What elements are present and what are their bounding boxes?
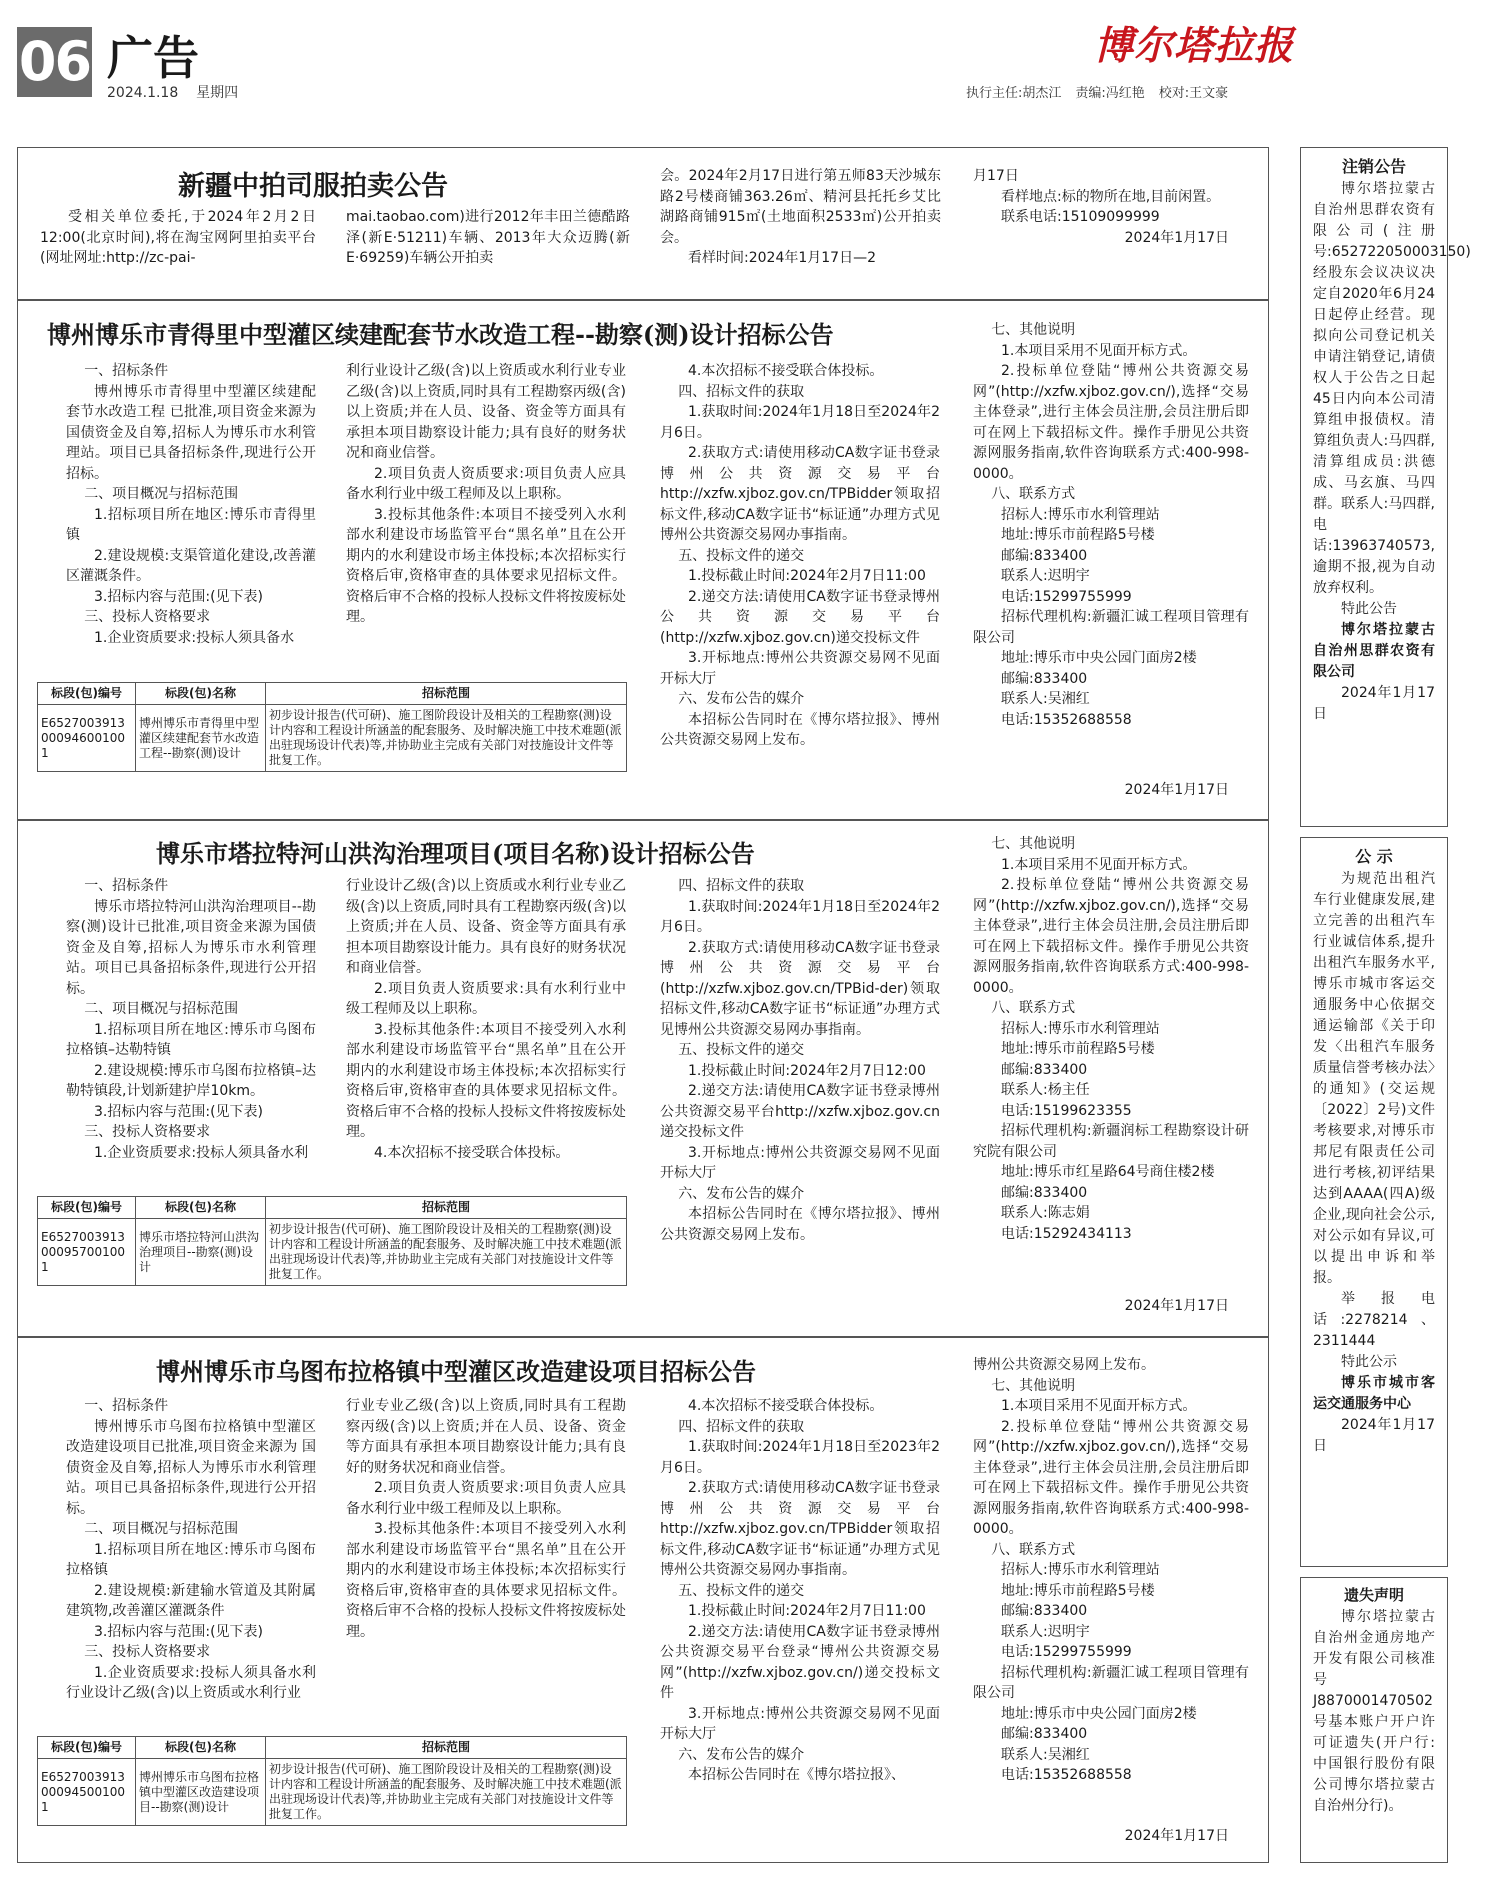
public-notice-body <box>1301 869 1447 1457</box>
paragraph: 2.递交方法:请使用CA数字证书登录博州公共资源交易平台(http://xzfw.xjboz.gov.cn)递交投标文件 <box>660 588 940 646</box>
tender3-table <box>37 1736 627 1826</box>
paragraph: 地址:博乐市红星路64号商住楼2楼 <box>1001 1164 1215 1180</box>
auction-text: 会。2024年2月17日进行第五师83天沙城东路2号楼商铺363.26㎡、精河县托托乡艾比湖路商铺915㎡(土地面积2533㎡)公开拍卖会。 <box>660 168 941 246</box>
paragraph: 1.投标截止时间:2024年2月7日12:00 <box>688 1062 926 1079</box>
tender2-col1 <box>66 876 316 1178</box>
paragraph: 3.投标其他条件:本项目不接受列入水利部水利建设市场监管平台“黑名单”且在公开期内的水利建设市场主体投标;本次招标实行资格后审,资格审查的具体要求见招标文件。资格后审不合格的投标人投标文件将按废标处理。 <box>346 1021 626 1140</box>
cancellation-text: 博尔塔拉蒙古自治州思群农资有限公司(注册号:652722050003150)经股东会议决议决定自2020年6月24日起停止经营。现拟向公司登记机关申请注销登记,请债权人于公告之日起45日内向本公司清算组申报债权。清算组负责人:马四群,清算组成员:洪德成、马玄旗、马四群。联系人:马四群,电话:13963740573,逾期不报,视为自动放弃权利。 <box>1313 181 1471 596</box>
paragraph: 本招标公告同时在《博尔塔拉报》、 <box>688 1767 905 1783</box>
tender1-col4 <box>973 320 1249 791</box>
th-scope: 招标范围 <box>266 683 627 705</box>
paragraph: 四、招标文件的获取 <box>678 1418 805 1435</box>
tender3-date: 2024年1月17日 <box>1124 1828 1229 1844</box>
paragraph: 一、招标条件 <box>84 878 169 894</box>
table-header-row <box>38 1737 627 1759</box>
td-name: 博州博乐市青得里中型灌区续建配套节水改造工程--勘察(测)设计 <box>136 705 266 772</box>
paragraph: 电话:15352688558 <box>1001 1767 1132 1783</box>
auction-col4 <box>973 166 1249 278</box>
tender1-date-wrap <box>973 780 1249 802</box>
paragraph: 五、投标文件的递交 <box>678 1042 805 1058</box>
paragraph: 联系人:迟明宇 <box>1001 568 1090 584</box>
paragraph: 三、投标人资格要求 <box>84 1644 211 1660</box>
th-scope: 招标范围 <box>266 1197 627 1219</box>
th-code: 标段(包)编号 <box>38 1197 136 1219</box>
th-name: 标段(包)名称 <box>136 1737 266 1759</box>
paragraph: 2.投标单位登陆“博州公共资源交易网”(http://xzfw.xjboz.gov.cn/),选择“交易主体登录”,进行主体会员注册,会员注册后即可在网上下载招标文件。操作手册见公共资源网服务指南,软件咨询联系方式:400-998-0000。 <box>973 1418 1249 1537</box>
paragraph: 一、招标条件 <box>84 1398 169 1414</box>
table-header-row <box>38 683 627 705</box>
loss-statement <box>1300 1577 1448 1863</box>
auction-text: 受相关单位委托,于2024年2月2日12:00(北京时间),将在淘宝网阿里拍卖平台(网址网址:http://zc-pai- <box>40 209 316 266</box>
tender1-date: 2024年1月17日 <box>1124 782 1229 798</box>
paragraph: 行业设计乙级(含)以上资质或水利行业专业乙级(含)以上资质,同时具有工程勘察丙级(含)以上资质;并在人员、设备、资金等方面具有承担本项目勘察设计能力。具有良好的财务状况和商业信誉。 <box>346 878 626 976</box>
cancellation-title: 注销公告 <box>1341 157 1406 176</box>
paragraph: 1.投标截止时间:2024年2月7日11:00 <box>688 568 926 584</box>
cancellation-date: 2024年1月17日 <box>1313 685 1435 722</box>
paragraph: 电话:15299755999 <box>1001 588 1132 605</box>
th-code: 标段(包)编号 <box>38 1737 136 1759</box>
tender1-col3 <box>660 361 940 791</box>
td-name: 博乐市塔拉特河山洪沟治理项目--勘察(测)设计 <box>136 1219 266 1286</box>
td-name: 博州博乐市乌图布拉格镇中型灌区改造建设项目--勘察(测)设计 <box>136 1759 266 1826</box>
paragraph: 五、投标文件的递交 <box>678 547 805 564</box>
paragraph: 3.投标其他条件:本项目不接受列入水利部水利建设市场监管平台“黑名单”且在公开期内的水利建设市场主体投标;本次招标实行资格后审,资格审查的具体要求见招标文件。资格后审不合格的投标人投标文件将按废标处理。 <box>346 506 626 625</box>
paragraph: 3.投标其他条件:本项目不接受列入水利部水利建设市场监管平台“黑名单”且在公开期内的水利建设市场主体投标;本次招标实行资格后审,资格审查的具体要求见招标文件。资格后审不合格的投标人投标文件将按废标处理。 <box>346 1521 626 1640</box>
tender1-table <box>37 682 627 772</box>
public-notice <box>1300 837 1448 1567</box>
td-scope: 初步设计报告(代可研)、施工图阶段设计及相关的工程勘察(测)设计内容和工程设计所涵盖的配套服务、及时解决施工中技术难题(派出驻现场设计代表)等,并协助业主完成有关部门对技施设计文件等批复工作。 <box>266 1219 627 1286</box>
paragraph: 八、联系方式 <box>991 1000 1076 1016</box>
tender1-col2 <box>346 361 626 663</box>
th-code: 标段(包)编号 <box>38 683 136 705</box>
paragraph: 七、其他说明 <box>991 836 1076 852</box>
paragraph: 2.建设规模:博乐市乌图布拉格镇–达勒特镇段,计划新建护岸10km。 <box>66 1062 316 1099</box>
paragraph: 1.企业资质要求:投标人须具备水利行业设计乙级(含)以上资质或水利行业 <box>66 1664 316 1700</box>
auction-text: 看样时间:2024年1月17日—2 <box>688 250 876 266</box>
paragraph: 三、投标人资格要求 <box>84 1124 211 1140</box>
cancellation-notice <box>1300 147 1471 827</box>
paragraph: 2.获取方式:请使用移动CA数字证书登录博州公共资源交易平台http://xzfw.xjboz.gov.cn/TPBidder领取招标文件,移动CA数字证书“标证通”办理方式见博州公共资源交易网办事指南。 <box>660 445 940 543</box>
paragraph: 1.招标项目所在地区:博乐市乌图布拉格镇–达勒特镇 <box>66 1021 316 1058</box>
paragraph: 联系人:吴湘红 <box>1001 1746 1090 1763</box>
paragraph: 电话:15199623355 <box>1001 1102 1132 1119</box>
cancellation-body <box>1301 179 1471 725</box>
paragraph: 2.投标单位登陆“博州公共资源交易网”(http://xzfw.xjboz.gov.cn/),选择“交易主体登录”,进行主体会员注册,会员注册后即可在网上下载招标文件。操作手册见公共资源网服务指南,软件咨询联系方式:400-998-0000。 <box>973 877 1249 996</box>
paragraph: 2.投标单位登陆“博州公共资源交易网”(http://xzfw.xjboz.gov.cn/),选择“交易主体登录”,进行主体会员注册,会员注册后即可在网上下载招标文件。操作手册见公共资源网服务指南,软件咨询联系方式:400-998-0000。 <box>973 363 1249 482</box>
auction-col3 <box>660 166 941 278</box>
paragraph: 行业专业乙级(含)以上资质,同时具有工程勘察丙级(含)以上资质;并在人员、设备、资金等方面具有承担本项目勘察设计能力;具有良好的财务状况和商业信誉。 <box>346 1398 626 1476</box>
paragraph: 四、招标文件的获取 <box>678 878 805 894</box>
paragraph: 4.本次招标不接受联合体投标。 <box>374 1144 570 1161</box>
paragraph: 2.递交方法:请使用CA数字证书登录博州公共资源交易平台http://xzfw.xjboz.gov.cn递交投标文件 <box>660 1083 940 1140</box>
paragraph: 地址:博乐市前程路5号楼 <box>1001 1582 1155 1599</box>
paragraph: 招标代理机构:新疆润标工程勘察设计研究院有限公司 <box>973 1123 1249 1160</box>
paragraph: 博乐市塔拉特河山洪沟治理项目--勘察(测)设计已批准,项目资金来源为国债资金及自筹,招标人为博乐市水利管理站。项目已具备招标条件,现进行公开招标。 <box>66 898 316 997</box>
loss-text: 博尔塔拉蒙古自治州金通房地产开发有限公司核准号J8870001470502号基本账户开户许可证遗失(开户行:中国银行股份有限公司博尔塔拉蒙古自治州分行)。 <box>1313 1609 1435 1814</box>
paragraph: 八、联系方式 <box>991 486 1076 502</box>
paragraph: 二、项目概况与招标范围 <box>84 1001 239 1017</box>
paragraph: 博州博乐市乌图布拉格镇中型灌区改造建设项目已批准,项目资金来源为 国债资金及自筹,招标人为博乐市水利管理站。项目已具备招标条件,现进行公开招标。 <box>66 1418 316 1517</box>
auction-col2 <box>346 207 630 297</box>
issue-date <box>107 82 238 102</box>
paragraph: 六、发布公告的媒介 <box>678 691 805 707</box>
paragraph: 联系人:迟明宇 <box>1001 1623 1090 1640</box>
paragraph: 1.本项目采用不见面开标方式。 <box>1001 1398 1197 1414</box>
auction-text: 看样地点:标的物所在地,目前闲置。 <box>1001 188 1221 205</box>
chief-editor: 执行主任:胡杰江 <box>966 86 1062 101</box>
tender2-date-wrap <box>973 1296 1249 1318</box>
paragraph: 五、投标文件的递交 <box>678 1582 805 1599</box>
paragraph: 八、联系方式 <box>991 1541 1076 1558</box>
td-scope: 初步设计报告(代可研)、施工图阶段设计及相关的工程勘察(测)设计内容和工程设计所涵盖的配套服务、及时解决施工中技术难题(派出驻现场设计代表)等,并协助业主完成有关部门对技施设计文件等批复工作。 <box>266 1759 627 1826</box>
paragraph: 2.项目负责人资质要求:具有水利行业中级工程师及以上职称。 <box>346 980 626 1017</box>
paragraph: 1.获取时间:2024年1月18日至2024年2月6日。 <box>660 898 940 935</box>
tender2-title: 博乐市塔拉特河山洪沟治理项目(项目名称)设计招标公告 <box>156 839 755 868</box>
public-notice-title: 公 示 <box>1355 847 1393 866</box>
paragraph: 招标代理机构:新疆汇诚工程项目管理有限公司 <box>973 1664 1249 1701</box>
paragraph: 1.招标项目所在地区:博乐市青得里镇 <box>66 506 316 543</box>
paragraph: 邮编:833400 <box>1001 670 1088 687</box>
paragraph: 1.企业资质要求:投标人须具备水利 <box>94 1144 309 1161</box>
th-name: 标段(包)名称 <box>136 683 266 705</box>
public-notice-sign: 特此公示 <box>1341 1354 1397 1370</box>
paragraph: 3.开标地点:博州公共资源交易网不见面开标大厅 <box>660 1144 940 1181</box>
paragraph: 二、项目概况与招标范围 <box>84 486 239 502</box>
td-code: E6527003913000945001001 <box>38 1759 136 1826</box>
tender2-col2 <box>346 876 626 1178</box>
th-name: 标段(包)名称 <box>136 1197 266 1219</box>
tender3-title: 博州博乐市乌图布拉格镇中型灌区改造建设项目招标公告 <box>156 1357 756 1386</box>
paragraph: 1.招标项目所在地区:博乐市乌图布拉格镇 <box>66 1541 316 1578</box>
tender1-title: 博州博乐市青得里中型灌区续建配套节水改造工程--勘察(测)设计招标公告 <box>47 320 834 349</box>
table-row <box>38 705 627 772</box>
tender3-col2 <box>346 1396 626 1700</box>
tender3-col3 <box>660 1396 940 1846</box>
paragraph: 2.项目负责人资质要求:项目负责人应具备水利行业中级工程师及以上职称。 <box>346 1480 626 1517</box>
paragraph: 地址:博乐市前程路5号楼 <box>1001 527 1155 543</box>
paragraph: 1.获取时间:2024年1月18日至2023年2月6日。 <box>660 1439 940 1476</box>
paragraph: 2.建设规模:新建输水管道及其附属建筑物,改善灌区灌溉条件 <box>66 1582 316 1619</box>
paragraph: 1.企业资质要求:投标人须具备水 <box>94 629 295 646</box>
public-notice-date: 2024年1月17日 <box>1313 1417 1435 1454</box>
table-row <box>38 1219 627 1286</box>
paragraph: 2.获取方式:请使用移动CA数字证书登录博州公共资源交易平台http://xzfw.xjboz.gov.cn/TPBidder领取招标文件,移动CA数字证书“标证通”办理方式见博州公共资源交易网办事指南。 <box>660 1480 940 1578</box>
paragraph: 1.本项目采用不见面开标方式。 <box>1001 856 1197 873</box>
public-notice-org: 博乐市城市客运交通服务中心 <box>1313 1375 1435 1412</box>
auction-text: 月17日 <box>973 168 1019 184</box>
loss-title: 遗失声明 <box>1343 1586 1404 1604</box>
tender3-date-wrap <box>973 1826 1249 1848</box>
paragraph: 邮编:833400 <box>1001 1184 1088 1201</box>
weekday-text: 星期四 <box>196 85 239 101</box>
tender2-col4 <box>973 834 1249 1309</box>
paragraph: 联系人:吴湘红 <box>1001 691 1090 707</box>
duty-editor: 责编:冯红艳 <box>1075 86 1145 101</box>
auction-text: mai.taobao.com)进行2012年丰田兰德酷路泽(新E·51211)车辆、2013年大众迈腾(新E·69259)车辆公开拍卖 <box>346 209 630 266</box>
td-scope: 初步设计报告(代可研)、施工图阶段设计及相关的工程勘察(测)设计内容和工程设计所涵盖的配套服务、及时解决施工中技术难题(派出驻现场设计代表)等,并协助业主完成有关部门对技施设计文件等批复工作。 <box>266 705 627 772</box>
tender3-col1 <box>66 1396 316 1700</box>
paragraph: 2.递交方法:请使用CA数字证书登录博州公共资源交易平台登录“博州公共资源交易网”(http://xzfw.xjboz.gov.cn/)递交投标文件 <box>660 1623 940 1701</box>
paragraph: 地址:博乐市前程路5号楼 <box>1001 1041 1155 1057</box>
paragraph: 七、其他说明 <box>991 1377 1076 1394</box>
paragraph: 地址:博乐市中央公园门面房2楼 <box>1001 1705 1197 1722</box>
newspaper-logo: 博尔塔拉报 <box>1094 23 1295 69</box>
paragraph: 2.获取方式:请使用移动CA数字证书登录博州公共资源交易平台(http://xzfw.xjboz.gov.cn/TPBid-der)领取招标文件,移动CA数字证书“标证通”办理方式见博州公共资源交易网办事指南。 <box>660 939 940 1038</box>
paragraph: 邮编:833400 <box>1001 1603 1088 1619</box>
cancellation-company: 博尔塔拉蒙古自治州思群农资有限公司 <box>1313 622 1435 680</box>
paragraph: 联系人:陈志娟 <box>1001 1205 1090 1221</box>
paragraph: 电话:15292434113 <box>1001 1225 1132 1242</box>
paragraph: 2.项目负责人资质要求:项目负责人应具备水利行业中级工程师及以上职称。 <box>346 465 626 502</box>
paragraph: 3.招标内容与范围:(见下表) <box>94 588 263 605</box>
paragraph: 1.获取时间:2024年1月18日至2024年2月6日。 <box>660 404 940 441</box>
tender2-table <box>37 1196 627 1286</box>
tender2-col3 <box>660 876 940 1310</box>
page-number: 06 <box>17 27 92 97</box>
paragraph: 4.本次招标不接受联合体投标。 <box>688 1398 884 1414</box>
paragraph: 地址:博乐市中央公园门面房2楼 <box>1001 650 1197 666</box>
table-row <box>38 1759 627 1826</box>
paragraph: 3.开标地点:博州公共资源交易网不见面开标大厅 <box>660 1705 940 1742</box>
date-text: 2024.1.18 <box>107 85 179 101</box>
paragraph: 3.招标内容与范围:(见下表) <box>94 1103 263 1120</box>
paragraph: 招标人:博乐市水利管理站 <box>1001 1020 1160 1037</box>
paragraph: 利行业设计乙级(含)以上资质或水利行业专业乙级(含)以上资质,同时具有工程勘察丙级(含)以上资质;并在人员、设备、资金等方面具有承担本项目勘察设计能力;具有良好的财务状况和商业信誉。 <box>346 363 626 461</box>
paragraph: 2.建设规模:支渠管道化建设,改善灌区灌溉条件。 <box>66 547 316 584</box>
paragraph: 邮编:833400 <box>1001 1726 1088 1742</box>
paragraph: 四、招标文件的获取 <box>678 383 805 400</box>
paragraph: 三、投标人资格要求 <box>84 609 211 625</box>
auction-date: 2024年1月17日 <box>1124 229 1229 246</box>
paragraph: 1.投标截止时间:2024年2月7日11:00 <box>688 1603 926 1619</box>
paragraph: 邮编:833400 <box>1001 1061 1088 1078</box>
paragraph: 六、发布公告的媒介 <box>678 1185 805 1202</box>
td-code: E6527003913000957001001 <box>38 1219 136 1286</box>
th-scope: 招标范围 <box>266 1737 627 1759</box>
paragraph: 本招标公告同时在《博尔塔拉报》、博州公共资源交易网上发布。 <box>660 1206 940 1243</box>
paragraph: 七、其他说明 <box>991 322 1076 338</box>
paragraph: 六、发布公告的媒介 <box>678 1746 805 1763</box>
tender2-date: 2024年1月17日 <box>1124 1298 1229 1314</box>
paragraph: 一、招标条件 <box>84 363 169 379</box>
paragraph: 招标人:博乐市水利管理站 <box>1001 1562 1160 1578</box>
editor-credits <box>966 82 1228 101</box>
paragraph: 3.开标地点:博州公共资源交易网不见面开标大厅 <box>660 650 940 687</box>
auction-text: 联系电话:15109099999 <box>1001 209 1160 225</box>
paragraph: 博州博乐市青得里中型灌区续建配套节水改造工程 已批准,项目资金来源为 国债资金及自筹,招标人为博乐市水利管理站。项目已具备招标条件,现进行公开招标。 <box>66 383 316 482</box>
cancellation-sign: 特此公告 <box>1341 601 1397 617</box>
paragraph: 邮编:833400 <box>1001 547 1088 564</box>
paragraph: 电话:15352688558 <box>1001 711 1132 728</box>
proofreader: 校对:王文豪 <box>1158 86 1229 101</box>
auction-col1 <box>40 207 316 297</box>
public-notice-text: 为规范出租汽车行业健康发展,建立完善的出租汽车行业诚信体系,提升出租汽车服务水平,博乐市城市客运交通服务中心依据交通运输部《关于印发〈出租汽车服务质量信誉考核办法〉的通知》(交运规〔2022〕2号)文件考核要求,对博乐市邦尼有限责任公司进行考核,初评结果达到AAAA(四A)级企业,现向社会公示,对公示如有异议,可以提出申诉和举报。 <box>1313 871 1435 1286</box>
paragraph: 二、项目概况与招标范围 <box>84 1521 239 1537</box>
paragraph: 博州公共资源交易网上发布。 <box>973 1357 1155 1373</box>
paragraph: 3.招标内容与范围:(见下表) <box>94 1623 263 1640</box>
auction-title: 新疆中拍司服拍卖公告 <box>178 171 448 202</box>
loss-body <box>1301 1607 1447 1817</box>
td-code: E6527003913000946001001 <box>38 705 136 772</box>
tender1-col1 <box>66 361 316 663</box>
paragraph: 电话:15299755999 <box>1001 1644 1132 1660</box>
paragraph: 联系人:杨主任 <box>1001 1082 1090 1098</box>
paragraph: 本招标公告同时在《博尔塔拉报》、博州公共资源交易网上发布。 <box>660 711 940 748</box>
section-title: 广告 <box>107 31 199 85</box>
table-header-row <box>38 1197 627 1219</box>
report-phone: 举报电话:2278214、2311444 <box>1313 1291 1435 1349</box>
tender3-col4 <box>973 1355 1249 1825</box>
paragraph: 4.本次招标不接受联合体投标。 <box>688 363 884 379</box>
paragraph: 1.本项目采用不见面开标方式。 <box>1001 342 1197 359</box>
paragraph: 招标人:博乐市水利管理站 <box>1001 506 1160 523</box>
paragraph: 招标代理机构:新疆汇诚工程项目管理有限公司 <box>973 609 1249 646</box>
